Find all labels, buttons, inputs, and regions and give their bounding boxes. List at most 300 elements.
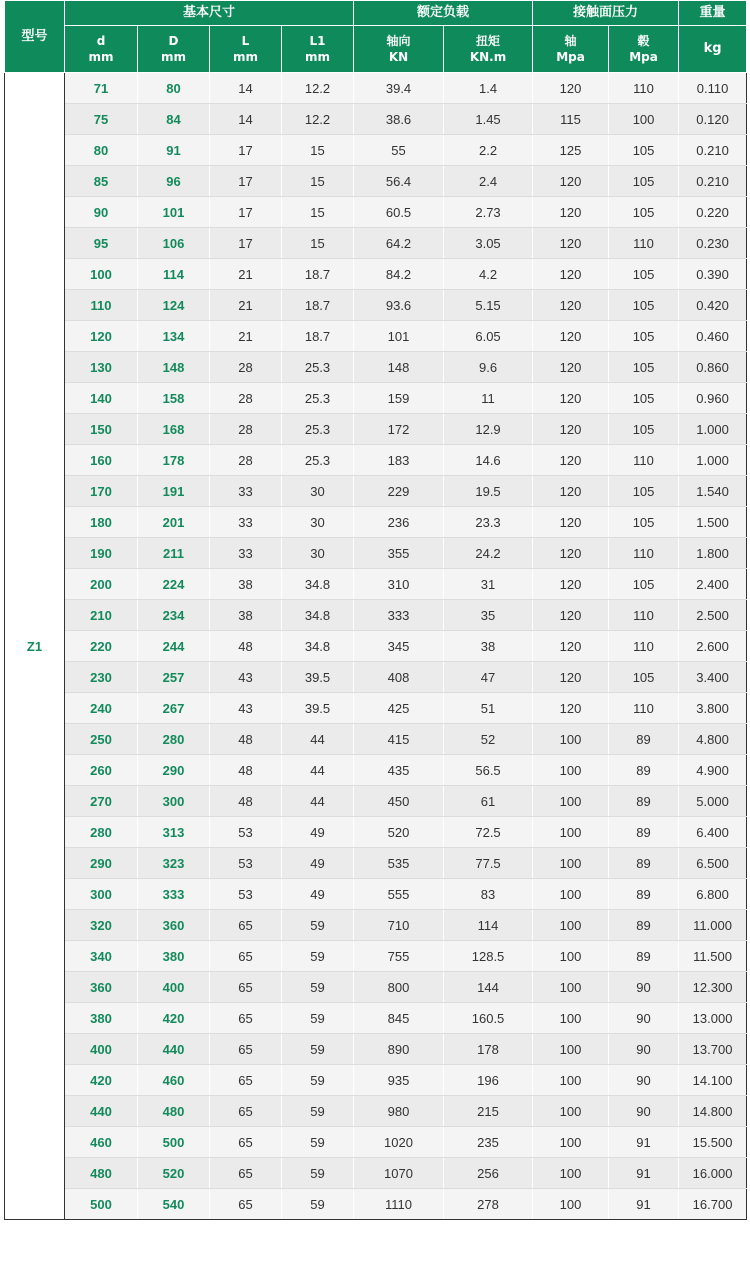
cell-weight: 0.210	[679, 135, 747, 166]
cell-L1: 30	[282, 538, 354, 569]
table-body	[5, 73, 747, 1220]
cell-L1: 34.8	[282, 569, 354, 600]
cell-shaft: 120	[533, 73, 609, 104]
cell-L: 33	[210, 538, 282, 569]
cell-d: 230	[65, 662, 138, 693]
header-col-torque-unit: KN.m	[469, 50, 507, 64]
cell-L1: 18.7	[282, 321, 354, 352]
cell-hub: 105	[609, 507, 679, 538]
cell-d: 130	[65, 352, 138, 383]
cell-torque: 235	[444, 1127, 533, 1158]
cell-axial: 435	[354, 755, 444, 786]
cell-L1: 39.5	[282, 662, 354, 693]
table-row	[5, 693, 747, 724]
header-col-axial-label: 轴向	[386, 34, 411, 48]
cell-L: 65	[210, 1034, 282, 1065]
cell-weight: 16.700	[679, 1189, 747, 1220]
cell-L1: 49	[282, 848, 354, 879]
cell-hub: 105	[609, 569, 679, 600]
header-col-d-label: d	[96, 34, 106, 48]
cell-D: 420	[138, 1003, 210, 1034]
cell-D: 440	[138, 1034, 210, 1065]
cell-L1: 15	[282, 228, 354, 259]
header-col-d	[65, 26, 138, 73]
cell-torque: 4.2	[444, 259, 533, 290]
cell-D: 290	[138, 755, 210, 786]
cell-shaft: 100	[533, 972, 609, 1003]
header-col-shaft-unit: Mpa	[556, 50, 585, 64]
table-row	[5, 910, 747, 941]
cell-weight: 0.220	[679, 197, 747, 228]
cell-torque: 72.5	[444, 817, 533, 848]
cell-hub: 110	[609, 600, 679, 631]
cell-hub: 89	[609, 755, 679, 786]
cell-D: 380	[138, 941, 210, 972]
cell-L1: 34.8	[282, 631, 354, 662]
header-col-L1-label: L1	[309, 34, 326, 48]
cell-axial: 333	[354, 600, 444, 631]
cell-torque: 196	[444, 1065, 533, 1096]
cell-shaft: 120	[533, 321, 609, 352]
cell-D: 234	[138, 600, 210, 631]
cell-shaft: 100	[533, 910, 609, 941]
cell-hub: 100	[609, 104, 679, 135]
cell-D: 91	[138, 135, 210, 166]
cell-weight: 0.860	[679, 352, 747, 383]
cell-torque: 31	[444, 569, 533, 600]
cell-weight: 2.400	[679, 569, 747, 600]
cell-D: 500	[138, 1127, 210, 1158]
cell-hub: 105	[609, 321, 679, 352]
cell-d: 280	[65, 817, 138, 848]
cell-torque: 2.2	[444, 135, 533, 166]
header-col-torque-label: 扭矩	[476, 34, 501, 48]
cell-hub: 105	[609, 197, 679, 228]
cell-d: 120	[65, 321, 138, 352]
header-col-hub	[609, 26, 679, 73]
cell-axial: 450	[354, 786, 444, 817]
cell-hub: 105	[609, 135, 679, 166]
cell-shaft: 115	[533, 104, 609, 135]
cell-L1: 59	[282, 972, 354, 1003]
table-row	[5, 941, 747, 972]
cell-shaft: 120	[533, 538, 609, 569]
cell-L: 48	[210, 755, 282, 786]
cell-weight: 12.300	[679, 972, 747, 1003]
table-row	[5, 724, 747, 755]
cell-D: 114	[138, 259, 210, 290]
cell-hub: 90	[609, 1003, 679, 1034]
cell-hub: 105	[609, 662, 679, 693]
cell-D: 96	[138, 166, 210, 197]
cell-L1: 39.5	[282, 693, 354, 724]
cell-torque: 3.05	[444, 228, 533, 259]
table-row	[5, 1034, 747, 1065]
table-row	[5, 476, 747, 507]
cell-shaft: 100	[533, 941, 609, 972]
cell-torque: 2.4	[444, 166, 533, 197]
cell-L1: 59	[282, 1189, 354, 1220]
cell-axial: 84.2	[354, 259, 444, 290]
cell-torque: 38	[444, 631, 533, 662]
cell-weight: 15.500	[679, 1127, 747, 1158]
cell-torque: 2.73	[444, 197, 533, 228]
cell-L: 43	[210, 693, 282, 724]
cell-L1: 59	[282, 1127, 354, 1158]
header-group-load: 额定负载	[354, 1, 533, 26]
cell-L: 65	[210, 1189, 282, 1220]
cell-axial: 1110	[354, 1189, 444, 1220]
cell-torque: 11	[444, 383, 533, 414]
cell-D: 280	[138, 724, 210, 755]
cell-hub: 105	[609, 383, 679, 414]
cell-L: 65	[210, 1158, 282, 1189]
header-col-D-unit: mm	[160, 50, 186, 64]
cell-shaft: 100	[533, 1034, 609, 1065]
cell-L: 21	[210, 259, 282, 290]
cell-D: 313	[138, 817, 210, 848]
cell-weight: 4.800	[679, 724, 747, 755]
cell-weight: 1.000	[679, 414, 747, 445]
cell-hub: 89	[609, 848, 679, 879]
cell-torque: 178	[444, 1034, 533, 1065]
cell-weight: 0.460	[679, 321, 747, 352]
cell-hub: 110	[609, 538, 679, 569]
cell-torque: 256	[444, 1158, 533, 1189]
cell-torque: 6.05	[444, 321, 533, 352]
cell-hub: 89	[609, 941, 679, 972]
cell-D: 257	[138, 662, 210, 693]
table-row	[5, 166, 747, 197]
cell-L: 17	[210, 166, 282, 197]
cell-torque: 144	[444, 972, 533, 1003]
cell-L: 38	[210, 569, 282, 600]
cell-weight: 0.390	[679, 259, 747, 290]
cell-L: 21	[210, 321, 282, 352]
cell-hub: 91	[609, 1189, 679, 1220]
cell-D: 101	[138, 197, 210, 228]
cell-axial: 755	[354, 941, 444, 972]
cell-d: 250	[65, 724, 138, 755]
table-row	[5, 1127, 747, 1158]
cell-weight: 6.800	[679, 879, 747, 910]
header-col-L1-unit: mm	[305, 50, 331, 64]
cell-shaft: 100	[533, 817, 609, 848]
header-col-L1	[282, 26, 354, 73]
table-row	[5, 631, 747, 662]
cell-torque: 47	[444, 662, 533, 693]
cell-L: 38	[210, 600, 282, 631]
cell-L: 48	[210, 724, 282, 755]
cell-torque: 128.5	[444, 941, 533, 972]
cell-L1: 30	[282, 507, 354, 538]
cell-d: 340	[65, 941, 138, 972]
cell-L: 17	[210, 197, 282, 228]
cell-shaft: 100	[533, 755, 609, 786]
cell-hub: 105	[609, 290, 679, 321]
cell-d: 170	[65, 476, 138, 507]
cell-shaft: 120	[533, 507, 609, 538]
cell-shaft: 100	[533, 879, 609, 910]
cell-d: 500	[65, 1189, 138, 1220]
cell-L: 65	[210, 1096, 282, 1127]
table-row	[5, 290, 747, 321]
cell-axial: 1070	[354, 1158, 444, 1189]
cell-L1: 18.7	[282, 290, 354, 321]
cell-d: 270	[65, 786, 138, 817]
cell-shaft: 120	[533, 352, 609, 383]
cell-weight: 0.120	[679, 104, 747, 135]
cell-shaft: 120	[533, 600, 609, 631]
cell-hub: 90	[609, 1065, 679, 1096]
cell-weight: 0.420	[679, 290, 747, 321]
cell-weight: 1.540	[679, 476, 747, 507]
header-col-L	[210, 26, 282, 73]
header-col-axial	[354, 26, 444, 73]
cell-d: 140	[65, 383, 138, 414]
cell-d: 80	[65, 135, 138, 166]
cell-d: 400	[65, 1034, 138, 1065]
table-header	[5, 1, 747, 73]
cell-L: 17	[210, 135, 282, 166]
cell-L1: 59	[282, 1034, 354, 1065]
cell-torque: 114	[444, 910, 533, 941]
cell-d: 260	[65, 755, 138, 786]
cell-D: 323	[138, 848, 210, 879]
table-row	[5, 569, 747, 600]
cell-torque: 83	[444, 879, 533, 910]
cell-D: 158	[138, 383, 210, 414]
cell-axial: 345	[354, 631, 444, 662]
table-row	[5, 104, 747, 135]
cell-L: 14	[210, 104, 282, 135]
cell-torque: 35	[444, 600, 533, 631]
cell-D: 191	[138, 476, 210, 507]
cell-d: 160	[65, 445, 138, 476]
table-row	[5, 1003, 747, 1034]
cell-shaft: 120	[533, 569, 609, 600]
cell-hub: 89	[609, 910, 679, 941]
cell-shaft: 120	[533, 259, 609, 290]
cell-L1: 25.3	[282, 352, 354, 383]
cell-hub: 105	[609, 259, 679, 290]
cell-shaft: 120	[533, 662, 609, 693]
cell-shaft: 100	[533, 1003, 609, 1034]
cell-L1: 49	[282, 817, 354, 848]
cell-L: 21	[210, 290, 282, 321]
cell-shaft: 120	[533, 631, 609, 662]
table-row	[5, 786, 747, 817]
header-col-D	[138, 26, 210, 73]
cell-axial: 845	[354, 1003, 444, 1034]
cell-weight: 13.000	[679, 1003, 747, 1034]
cell-axial: 980	[354, 1096, 444, 1127]
header-group-basic: 基本尺寸	[65, 1, 354, 26]
cell-torque: 9.6	[444, 352, 533, 383]
cell-L: 48	[210, 786, 282, 817]
cell-D: 460	[138, 1065, 210, 1096]
cell-D: 211	[138, 538, 210, 569]
cell-torque: 1.4	[444, 73, 533, 104]
cell-shaft: 100	[533, 848, 609, 879]
cell-D: 540	[138, 1189, 210, 1220]
cell-axial: 60.5	[354, 197, 444, 228]
cell-hub: 90	[609, 1034, 679, 1065]
cell-L1: 59	[282, 1065, 354, 1096]
cell-axial: 101	[354, 321, 444, 352]
cell-axial: 1020	[354, 1127, 444, 1158]
cell-L: 53	[210, 879, 282, 910]
table-row	[5, 414, 747, 445]
header-col-shaft	[533, 26, 609, 73]
cell-shaft: 120	[533, 693, 609, 724]
cell-L1: 44	[282, 786, 354, 817]
cell-L1: 15	[282, 135, 354, 166]
cell-L: 43	[210, 662, 282, 693]
cell-axial: 355	[354, 538, 444, 569]
table-row	[5, 600, 747, 631]
cell-hub: 89	[609, 786, 679, 817]
cell-torque: 61	[444, 786, 533, 817]
cell-L1: 18.7	[282, 259, 354, 290]
cell-L: 17	[210, 228, 282, 259]
cell-axial: 935	[354, 1065, 444, 1096]
cell-axial: 64.2	[354, 228, 444, 259]
cell-hub: 110	[609, 73, 679, 104]
cell-D: 134	[138, 321, 210, 352]
cell-d: 85	[65, 166, 138, 197]
cell-axial: 93.6	[354, 290, 444, 321]
cell-d: 420	[65, 1065, 138, 1096]
cell-axial: 183	[354, 445, 444, 476]
model-cell: Z1	[5, 73, 65, 1220]
header-col-hub-label: 毂	[637, 34, 650, 48]
cell-weight: 13.700	[679, 1034, 747, 1065]
cell-weight: 11.500	[679, 941, 747, 972]
cell-L: 28	[210, 383, 282, 414]
cell-shaft: 100	[533, 1189, 609, 1220]
table-row	[5, 817, 747, 848]
cell-shaft: 100	[533, 1065, 609, 1096]
cell-D: 360	[138, 910, 210, 941]
cell-L1: 44	[282, 755, 354, 786]
header-col-D-label: D	[168, 34, 179, 48]
header-col-L-label: L	[241, 34, 250, 48]
cell-D: 400	[138, 972, 210, 1003]
cell-weight: 0.210	[679, 166, 747, 197]
cell-hub: 89	[609, 817, 679, 848]
header-col-d-unit: mm	[88, 50, 114, 64]
table-row	[5, 507, 747, 538]
cell-axial: 520	[354, 817, 444, 848]
cell-shaft: 120	[533, 197, 609, 228]
cell-weight: 16.000	[679, 1158, 747, 1189]
cell-L: 65	[210, 1127, 282, 1158]
cell-weight: 1.000	[679, 445, 747, 476]
cell-shaft: 120	[533, 476, 609, 507]
spec-table	[4, 0, 747, 1220]
cell-hub: 105	[609, 476, 679, 507]
table-row	[5, 879, 747, 910]
cell-shaft: 100	[533, 786, 609, 817]
cell-L1: 25.3	[282, 414, 354, 445]
cell-L: 28	[210, 414, 282, 445]
cell-weight: 2.500	[679, 600, 747, 631]
cell-torque: 1.45	[444, 104, 533, 135]
cell-d: 480	[65, 1158, 138, 1189]
cell-hub: 110	[609, 445, 679, 476]
table-row	[5, 352, 747, 383]
cell-d: 90	[65, 197, 138, 228]
cell-torque: 52	[444, 724, 533, 755]
cell-shaft: 125	[533, 135, 609, 166]
cell-weight: 5.000	[679, 786, 747, 817]
cell-shaft: 120	[533, 290, 609, 321]
cell-weight: 11.000	[679, 910, 747, 941]
cell-D: 244	[138, 631, 210, 662]
table-row	[5, 662, 747, 693]
cell-weight: 4.900	[679, 755, 747, 786]
cell-axial: 55	[354, 135, 444, 166]
cell-hub: 110	[609, 631, 679, 662]
cell-L1: 25.3	[282, 383, 354, 414]
cell-L: 65	[210, 910, 282, 941]
cell-shaft: 100	[533, 1127, 609, 1158]
cell-axial: 415	[354, 724, 444, 755]
cell-D: 168	[138, 414, 210, 445]
cell-axial: 38.6	[354, 104, 444, 135]
cell-d: 75	[65, 104, 138, 135]
cell-L: 33	[210, 507, 282, 538]
cell-L1: 30	[282, 476, 354, 507]
cell-weight: 3.800	[679, 693, 747, 724]
cell-torque: 14.6	[444, 445, 533, 476]
cell-d: 220	[65, 631, 138, 662]
cell-hub: 91	[609, 1158, 679, 1189]
cell-D: 80	[138, 73, 210, 104]
cell-L: 65	[210, 941, 282, 972]
cell-axial: 890	[354, 1034, 444, 1065]
cell-axial: 710	[354, 910, 444, 941]
cell-axial: 535	[354, 848, 444, 879]
cell-weight: 3.400	[679, 662, 747, 693]
cell-shaft: 120	[533, 166, 609, 197]
cell-axial: 39.4	[354, 73, 444, 104]
cell-L: 53	[210, 817, 282, 848]
cell-weight: 0.110	[679, 73, 747, 104]
header-group-weight: 重量	[679, 1, 747, 26]
cell-L1: 59	[282, 1003, 354, 1034]
cell-torque: 215	[444, 1096, 533, 1127]
cell-L1: 59	[282, 1096, 354, 1127]
cell-hub: 91	[609, 1127, 679, 1158]
cell-D: 84	[138, 104, 210, 135]
cell-weight: 14.800	[679, 1096, 747, 1127]
cell-D: 124	[138, 290, 210, 321]
cell-d: 71	[65, 73, 138, 104]
cell-hub: 105	[609, 166, 679, 197]
table-row	[5, 1158, 747, 1189]
cell-d: 240	[65, 693, 138, 724]
cell-L1: 12.2	[282, 73, 354, 104]
table-row	[5, 755, 747, 786]
cell-torque: 51	[444, 693, 533, 724]
cell-torque: 56.5	[444, 755, 533, 786]
cell-weight: 2.600	[679, 631, 747, 662]
table-row	[5, 1065, 747, 1096]
table-row	[5, 259, 747, 290]
cell-weight: 0.230	[679, 228, 747, 259]
